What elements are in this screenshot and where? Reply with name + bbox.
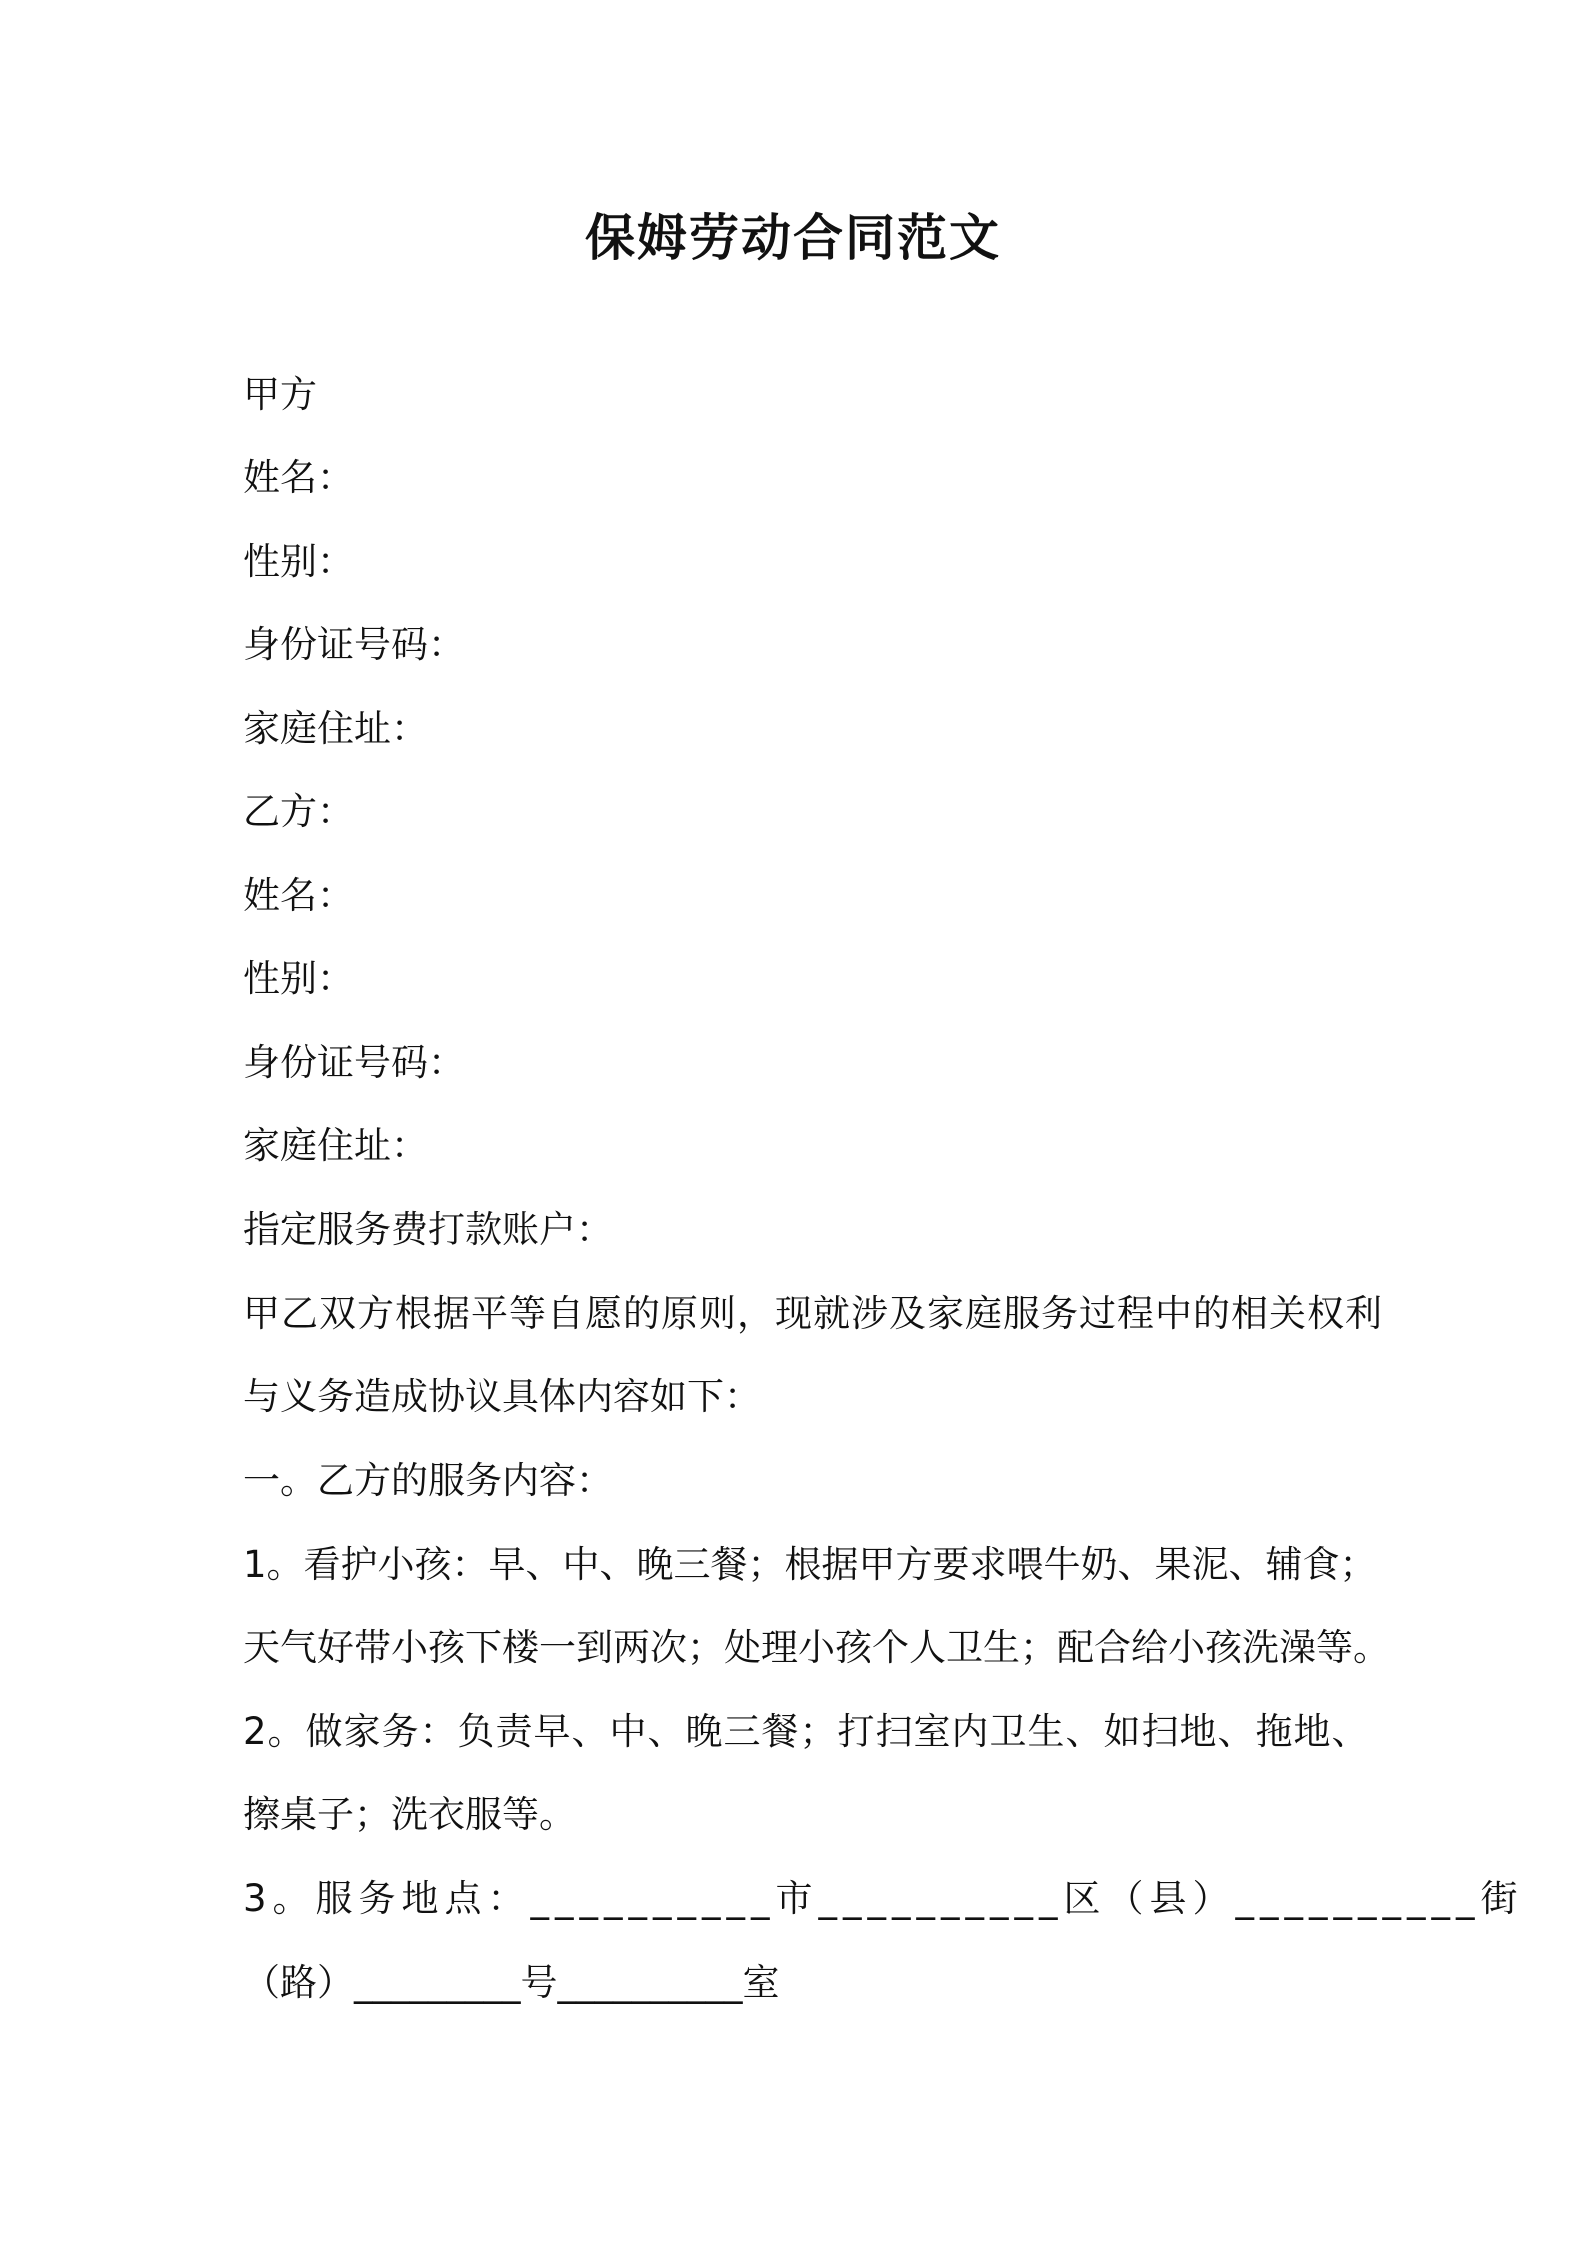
party-b-gender: 性别： <box>243 957 354 1000</box>
party-b-name: 姓名： <box>243 874 354 917</box>
party-a-heading: 甲方 <box>243 373 317 416</box>
clause-3-line-1: 3。服务地点：__________市__________区（县）__________街 <box>243 1877 1524 1920</box>
preamble-line-1: 甲乙双方根据平等自愿的原则，现就涉及家庭服务过程中的相关权利 <box>243 1292 1383 1335</box>
preamble-line-2: 与义务造成协议具体内容如下： <box>243 1375 761 1418</box>
document-title: 保姆劳动合同范文 <box>585 209 1001 267</box>
clause-1-line-1: 1。看护小孩：早、中、晚三餐；根据甲方要求喂牛奶、果泥、辅食； <box>243 1543 1377 1586</box>
party-b-id-number: 身份证号码： <box>243 1041 465 1084</box>
clause-2-line-2: 擦桌子；洗衣服等。 <box>243 1793 576 1836</box>
clause-3-line-2: （路）_________号__________室 <box>243 1961 780 2004</box>
section-1-heading: 一。乙方的服务内容： <box>243 1459 613 1502</box>
clause-2-line-1: 2。做家务：负责早、中、晚三餐；打扫室内卫生、如扫地、拖地、 <box>243 1710 1370 1753</box>
party-b-heading: 乙方： <box>243 790 354 833</box>
party-a-address: 家庭住址： <box>243 707 428 750</box>
clause-1-line-2: 天气好带小孩下楼一到两次；处理小孩个人卫生；配合给小孩洗澡等。 <box>243 1626 1390 1669</box>
party-a-name: 姓名： <box>243 456 354 499</box>
party-b-address: 家庭住址： <box>243 1124 428 1167</box>
party-a-gender: 性别： <box>243 540 354 583</box>
party-a-id-number: 身份证号码： <box>243 623 465 666</box>
payment-account: 指定服务费打款账户： <box>243 1208 613 1251</box>
